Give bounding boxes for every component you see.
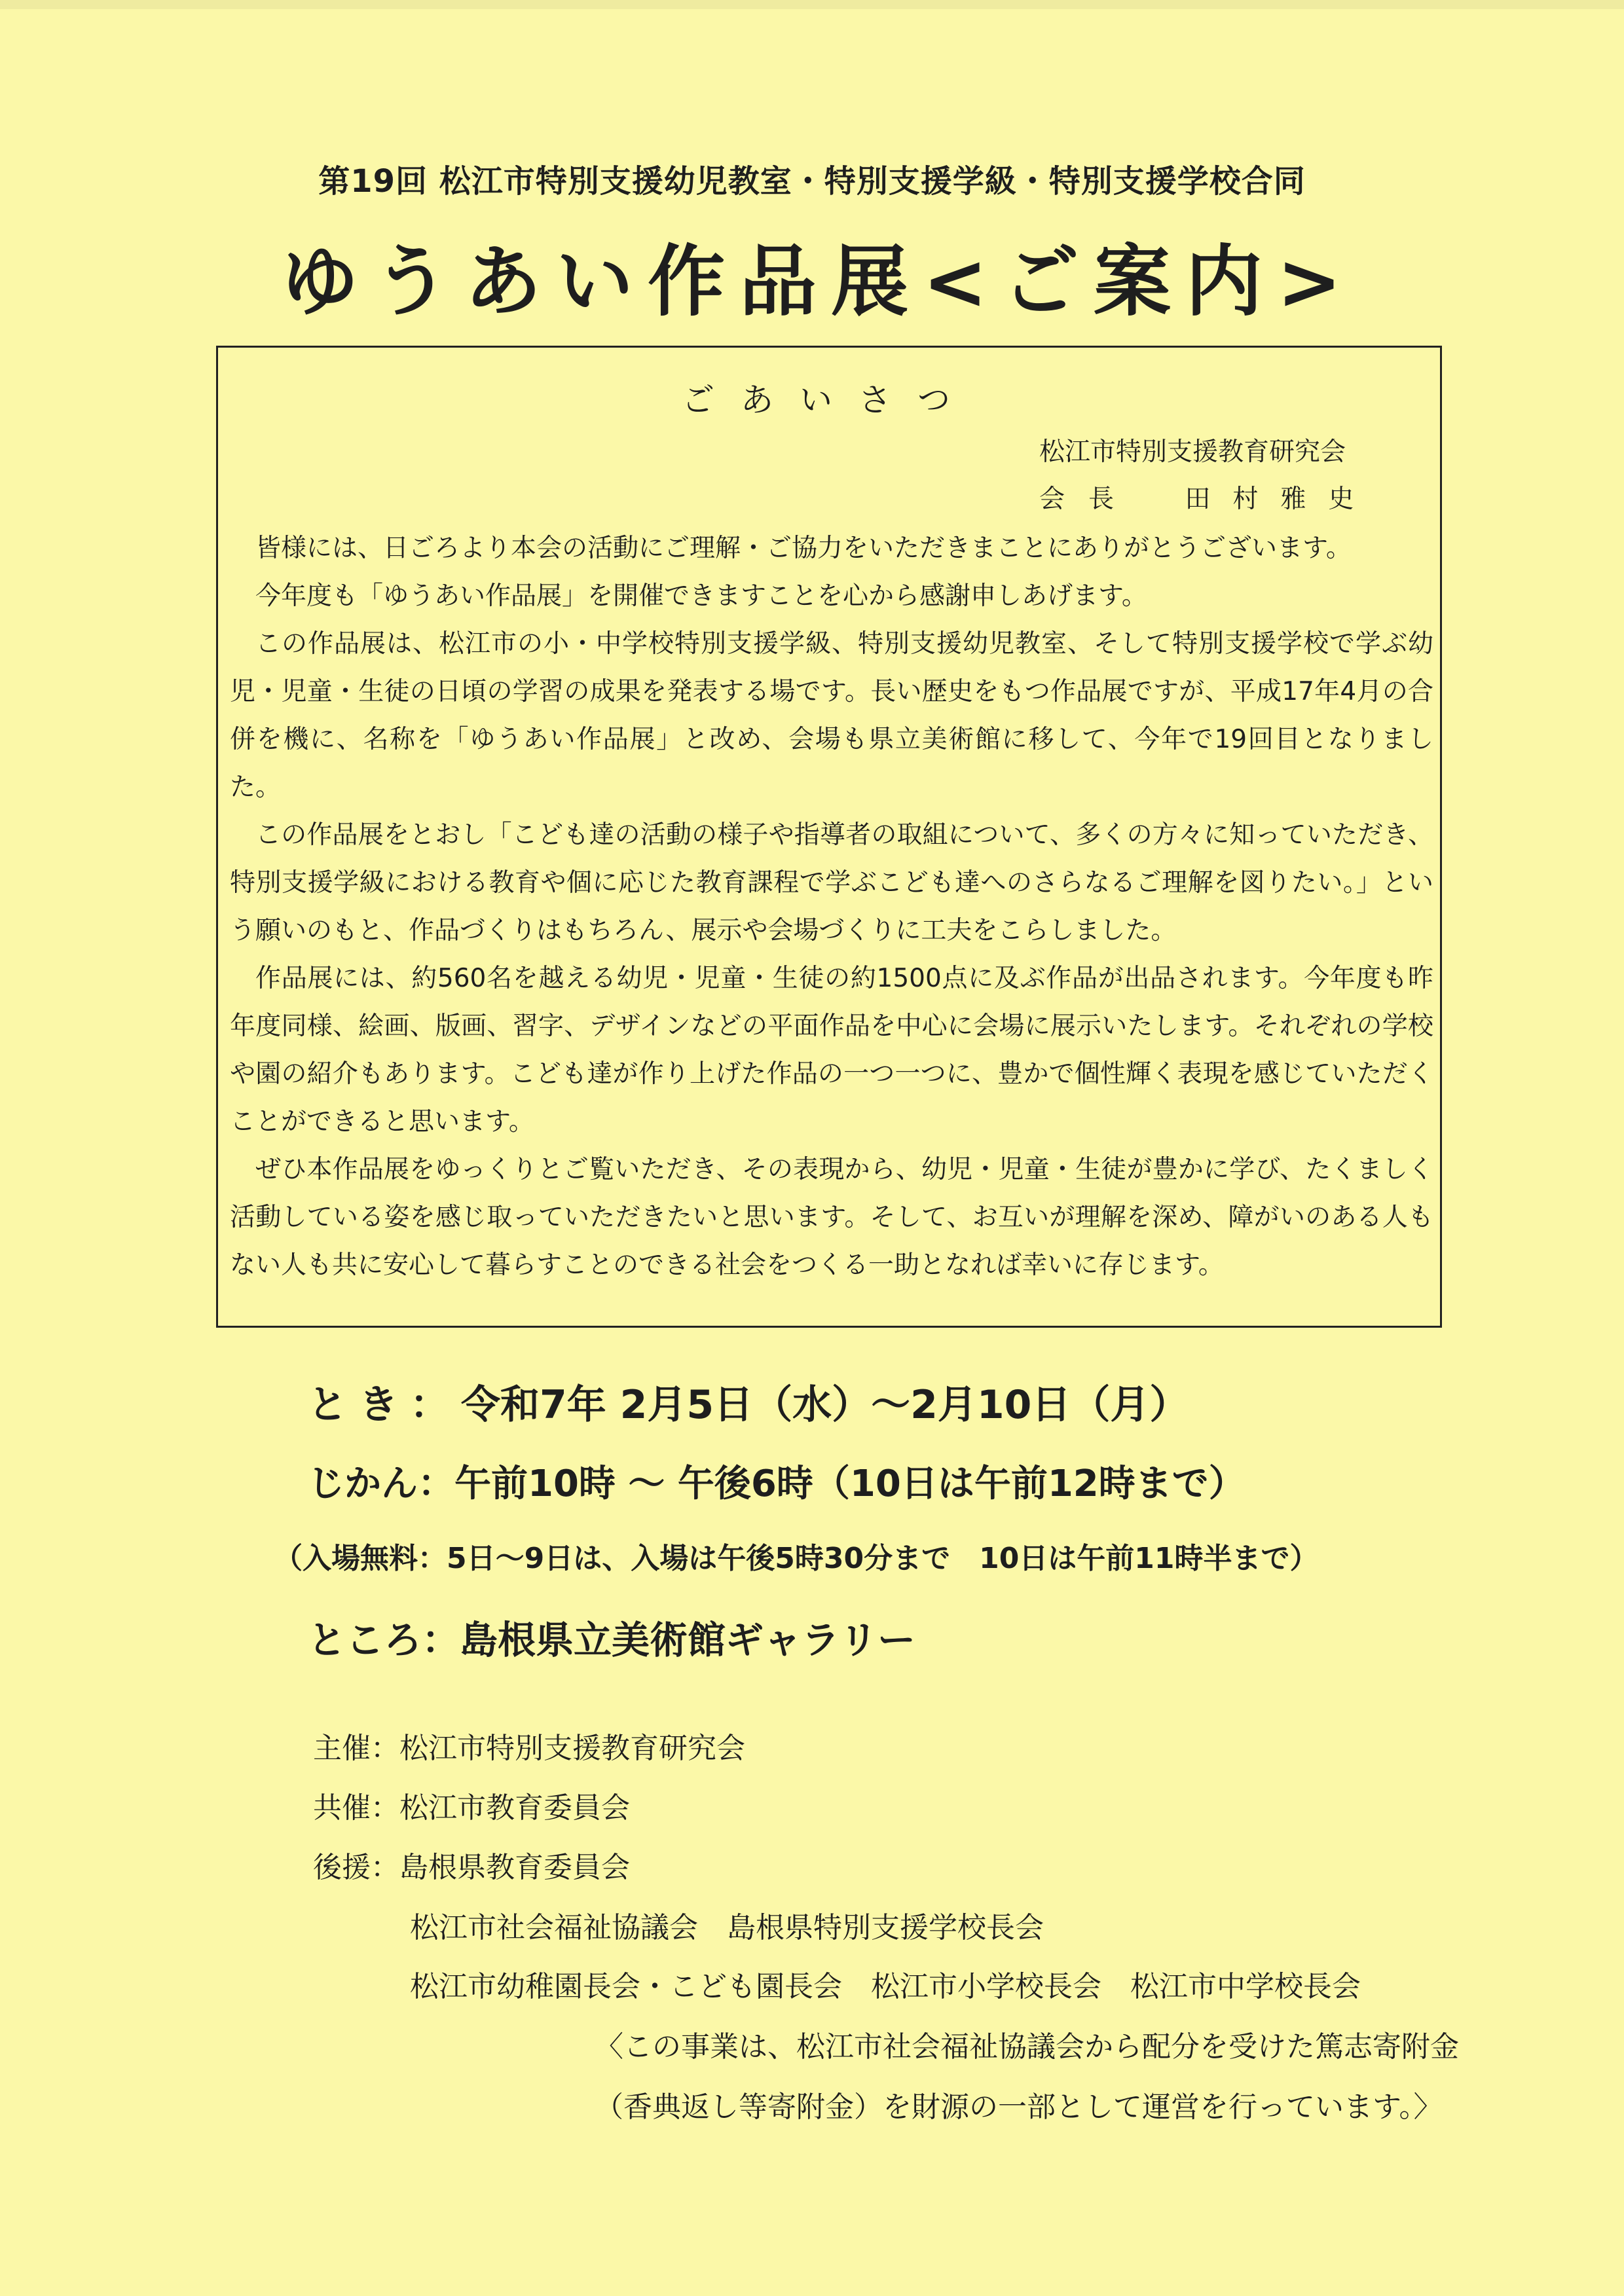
- greeting-paragraph: この作品展は、松江市の小・中学校特別支援学級、特別支援幼児教室、そして特別支援学校で学ぶ幼児・児童・生徒の日頃の学習の成果を発表する場です。長い歴史をもつ作品展ですが、平成17年4月の合併を機に、名称を「ゆうあい作品展」と改め、会場も県立美術館に移して、今年で19回目となりました。: [230, 629, 1433, 802]
- place-label: ところ：: [308, 1618, 460, 1662]
- support-row-3: 松江市幼稚園長会・こども園長会 松江市小学校長会 松江市中学校長会: [410, 1970, 1361, 2003]
- admission-note: （入場無料：5日～9日は、入場は午後5時30分まで 10日は午前11時半まで）: [274, 1542, 1319, 1575]
- event-place: [308, 1609, 1624, 1664]
- support-label: 後援：: [313, 1851, 399, 1884]
- event-title: ゆうあい作品展<ご案内>: [281, 236, 1356, 327]
- greeting-paragraph: この作品展をとおし「こども達の活動の様子や指導者の取組について、多くの方々に知っていただき、特別支援学級における教育や個に応じた教育課程で学ぶこども達へのさらなるご理解を図りたい。」という願いのもと、作品づくりはもちろん、展示や会場づくりに工夫をこらしました。: [230, 820, 1433, 945]
- greeting-paragraph: 作品展には、約560名を越える幼児・児童・生徒の約1500点に及ぶ作品が出品されます。今年度も昨年度同様、絵画、版画、習字、デザインなどの平面作品を中心に会場に展示いたします。それぞれの学校や園の紹介もあります。こども達が作り上げた作品の一つ一つに、豊かで個性輝く表現を感じていただくことができると思います。: [230, 964, 1433, 1137]
- host-row: [313, 1724, 745, 1766]
- greeting-body: [230, 524, 1433, 1289]
- signer-name: 田村雅史: [1185, 484, 1376, 514]
- date-label: とき：: [308, 1382, 461, 1428]
- cohost-name: 松江市教育委員会: [399, 1791, 630, 1825]
- date-value: 令和7年 2月5日（水）～2月10日（月）: [461, 1382, 1189, 1428]
- greeting-paragraph: ぜひ本作品展をゆっくりとご覧いただき、その表現から、幼児・児童・生徒が豊かに学び、たくましく活動している姿を感じ取っていただきたいと思います。そして、お互いが理解を深め、障がいのある人もない人も共に安心して暮らすことのできる社会をつくる一助となれば幸いに存じます。: [230, 1155, 1433, 1280]
- event-time: [308, 1455, 1624, 1507]
- support-name: 島根県教育委員会: [399, 1851, 630, 1884]
- greeting-organization: 松江市特別支援教育研究会: [1039, 437, 1346, 467]
- event-date: [308, 1374, 1624, 1430]
- cohost-label: 共催：: [313, 1791, 399, 1825]
- greeting-paragraph: 今年度も「ゆうあい作品展」を開催できますことを心から感謝申しあげます。: [255, 581, 1147, 611]
- host-label: 主催：: [313, 1732, 399, 1765]
- greeting-paragraph: 皆様には、日ごろより本会の活動にご理解・ご協力をいただきまことにありがとうございます。: [255, 534, 1352, 563]
- time-value: 午前10時 ～ 午後6時（10日は午前12時まで）: [454, 1463, 1246, 1505]
- page-top-edge: [0, 0, 1624, 9]
- greeting-box: [216, 346, 1442, 1328]
- greeting-signature: [1039, 479, 1376, 515]
- support-row-2: 松江市社会福祉協議会 島根県特別支援学校長会: [410, 1911, 1044, 1944]
- host-name: 松江市特別支援教育研究会: [399, 1732, 745, 1765]
- support-row: [313, 1844, 630, 1886]
- time-label: じかん：: [308, 1463, 454, 1505]
- greeting-heading: ごあいさつ: [682, 381, 976, 419]
- funding-note-line-1: 〈この事業は、松江市社会福祉協議会から配分を受けた篤志寄附金: [595, 2030, 1459, 2064]
- event-subtitle: 第19回 松江市特別支援幼児教室・特別支援学級・特別支援学校合同: [318, 163, 1306, 200]
- cohost-row: [313, 1784, 630, 1826]
- signer-title: 会長: [1039, 484, 1138, 514]
- funding-note-line-2: （香典返し等寄附金）を財源の一部として運営を行っています。〉: [595, 2090, 1443, 2124]
- place-value: 島根県立美術館ギャラリー: [460, 1618, 916, 1662]
